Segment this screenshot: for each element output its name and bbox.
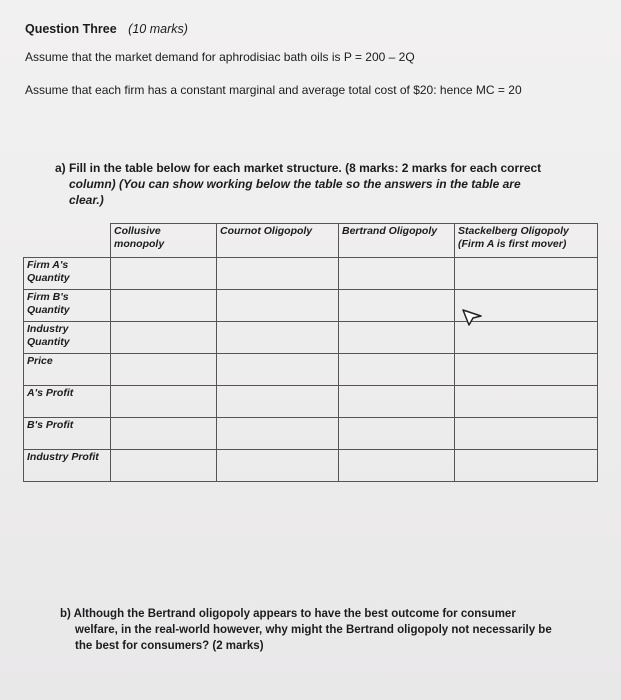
answer-cell[interactable] xyxy=(339,290,455,322)
corner-cell xyxy=(24,224,111,258)
question-title: Question Three xyxy=(25,22,117,36)
row-label-price: Price xyxy=(24,354,111,386)
table-row xyxy=(24,290,598,322)
answer-cell[interactable] xyxy=(111,450,217,482)
mouse-pointer-icon xyxy=(461,307,483,332)
answer-cell[interactable] xyxy=(455,386,598,418)
answer-cell[interactable] xyxy=(217,450,339,482)
table-row xyxy=(24,418,598,450)
table-row xyxy=(24,450,598,482)
answer-cell[interactable] xyxy=(111,418,217,450)
question-marks: (10 marks) xyxy=(128,22,188,36)
col-header-bertrand: Bertrand Oligopoly xyxy=(339,224,455,258)
row-label-industry-quantity: Industry Quantity xyxy=(24,322,111,354)
answer-cell[interactable] xyxy=(217,290,339,322)
part-a-instructions xyxy=(55,160,555,208)
cost-statement: Assume that each firm has a constant marginal and average total cost of $20: hence MC = 20 xyxy=(25,83,522,97)
table-row xyxy=(24,258,598,290)
answer-cell[interactable] xyxy=(339,354,455,386)
answer-cell[interactable] xyxy=(339,450,455,482)
answer-cell[interactable] xyxy=(339,418,455,450)
answer-cell[interactable] xyxy=(339,386,455,418)
answer-cell[interactable] xyxy=(111,354,217,386)
answer-cell[interactable] xyxy=(217,354,339,386)
part-b-label: b) xyxy=(60,608,71,620)
answer-cell[interactable] xyxy=(111,258,217,290)
part-b-text-cont: welfare, in the real-world however, why might the Bertrand oligopoly not necessarily be the best for consumers? (2 marks) xyxy=(75,624,552,652)
answer-cell[interactable] xyxy=(339,258,455,290)
table-row xyxy=(24,322,598,354)
answer-cell[interactable] xyxy=(455,418,598,450)
part-b-question xyxy=(60,606,570,654)
col-header-stackelberg: Stackelberg Oligopoly (Firm A is first mover) xyxy=(455,224,598,258)
answer-cell[interactable] xyxy=(217,418,339,450)
col-header-cournot: Cournot Oligopoly xyxy=(217,224,339,258)
market-structure-table xyxy=(23,223,598,482)
table-header-row xyxy=(24,224,598,258)
row-label-b-profit: B's Profit xyxy=(24,418,111,450)
demand-statement: Assume that the market demand for aphrodisiac bath oils is P = 200 – 2Q xyxy=(25,50,415,64)
table-row xyxy=(24,354,598,386)
answer-cell[interactable] xyxy=(111,386,217,418)
answer-cell[interactable] xyxy=(455,258,598,290)
part-a-text-cont: column) (You can show working below the table so the answers in the table are clear.) xyxy=(69,177,521,207)
question-heading xyxy=(25,22,188,36)
part-b-text: Although the Bertrand oligopoly appears to have the best outcome for consumer xyxy=(73,608,516,620)
col-header-collusive: Collusive monopoly xyxy=(111,224,217,258)
row-label-industry-profit: Industry Profit xyxy=(24,450,111,482)
answer-cell[interactable] xyxy=(217,322,339,354)
row-label-firm-b-quantity: Firm B's Quantity xyxy=(24,290,111,322)
answer-cell[interactable] xyxy=(111,322,217,354)
row-label-firm-a-quantity: Firm A's Quantity xyxy=(24,258,111,290)
answer-cell[interactable] xyxy=(111,290,217,322)
row-label-a-profit: A's Profit xyxy=(24,386,111,418)
part-a-text: Fill in the table below for each market structure. (8 marks: 2 marks for each correct xyxy=(69,161,542,175)
table-row xyxy=(24,386,598,418)
part-a-label: a) xyxy=(55,161,66,175)
answer-cell[interactable] xyxy=(217,258,339,290)
answer-cell[interactable] xyxy=(455,450,598,482)
answer-cell[interactable] xyxy=(339,322,455,354)
answer-cell[interactable] xyxy=(455,354,598,386)
answer-cell[interactable] xyxy=(217,386,339,418)
